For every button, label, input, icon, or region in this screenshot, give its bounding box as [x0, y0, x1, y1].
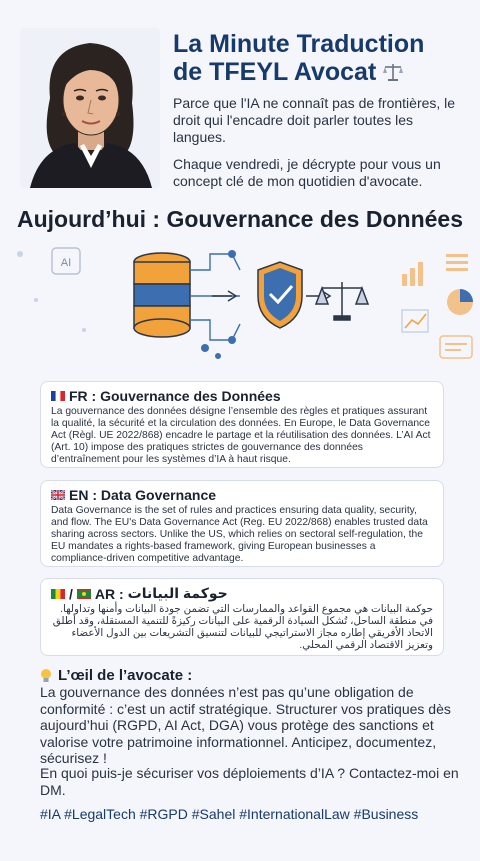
justice-scales-icon — [316, 282, 368, 320]
card-ar-label: AR : — [94, 585, 124, 602]
page-title — [173, 30, 473, 86]
card-en-title-row — [51, 487, 433, 503]
card-en-text: Data Governance is the set of rules and practices ensuring data quality, security, and flow. The EU's Data Governance Act (Reg. EU 2022/868) enables trusted data sharing across sectors. Unlike the US, which relies on sectoral self-regulation, the EU mandates a rights-based framework, giving European businesses a compliance-driven competitive advantage. — [51, 505, 428, 564]
svg-text:AI: AI — [60, 257, 72, 269]
data-governance-illustration — [0, 240, 480, 370]
intro-paragraph-2: Chaque vendredi, je décrypte pour vous un concept clé de mon quotidien d'avocate. — [173, 156, 441, 189]
title-line-2-row — [173, 58, 473, 86]
lawyer-insight — [40, 667, 460, 767]
topic-headline: Aujourd’hui : Gouvernance des Données — [16, 206, 463, 232]
line-chart-icon — [402, 310, 428, 332]
bar-chart-icon — [402, 262, 423, 286]
scales-icon — [382, 62, 404, 82]
intro — [173, 95, 468, 200]
insight-title: L’œil de l’avocate : — [58, 667, 193, 684]
card-ar-text: حوكمة البيانات هي مجموع القواعد والممارسات التي تضمن جودة البيانات وأمنها وتداولها. في منطقة الساحل، تُشكل السيادة الرقمية على البيانات ركيزةً للتنمية المستقلة، وقد أطلق الاتحاد الأفريقي إطاره مجاز الاستراتيجي للبيانات لتنسيق التشريعات بين الدول الأعضاء وتعزيز الاقتصاد الرقمي المحلي. — [52, 604, 433, 651]
senegal-flag-icon — [51, 589, 65, 599]
intro-paragraph-1: Parce que l'IA ne connaît pas de frontières, le droit qui l'encadre doit parler toutes les langues. — [173, 95, 456, 145]
flag-separator: / — [69, 585, 73, 602]
uk-flag-icon — [51, 490, 65, 500]
card-ar-title: حوكمة البيانات — [127, 585, 228, 601]
card-en-title: EN : Data Governance — [69, 487, 217, 503]
database-icon — [134, 253, 190, 337]
lawyer-portrait — [20, 28, 160, 188]
mauritania-flag-icon — [77, 589, 91, 599]
insight-title-row — [40, 667, 460, 684]
france-flag-icon — [51, 391, 65, 401]
title-line-2: de TFEYL Avocat — [173, 58, 377, 86]
list-icon — [446, 254, 468, 271]
card-fr-title: FR : Gouvernance des Données — [69, 388, 281, 404]
shield-check-icon — [258, 262, 302, 328]
hashtags[interactable]: #IA #LegalTech #RGPD #Sahel #InternationalLaw #Business — [40, 806, 419, 822]
card-ar-title-row — [51, 585, 433, 602]
card-fr-text: La gouvernance des données désigne l’ensemble des règles et pratiques assurant la qualité, la sécurité et la circulation des données. En Europe, le Data Governance Act (Règl. UE 2022/868) encadre le partage et la réutilisation des données. L’AI Act (Art. 10) impose des pratiques strictes de gouvernance des données d’entraînement pour les systèmes d’IA à haut risque. — [51, 406, 431, 465]
card-fr-title-row — [51, 388, 433, 404]
lightbulb-icon — [40, 668, 52, 684]
insight-text: La gouvernance des données n’est pas qu’une obligation de conformité : c’est un actif stratégique. Structurer vos pratiques dès aujourd’hui (RGPD, AI Act, DGA) vous protège des sanctions et valorise votre patrimoine informationnel. Anticipez, documentez, sécurisez ! — [40, 684, 451, 766]
header — [0, 0, 480, 200]
pie-chart-icon — [447, 289, 473, 315]
title-line-1: La Minute Traduction — [173, 30, 425, 58]
card-en — [40, 480, 444, 567]
card-fr — [40, 381, 444, 468]
card-ar — [40, 578, 444, 656]
call-to-action: En quoi puis-je sécuriser vos déploiements d’IA ? Contactez-moi en DM. — [40, 765, 459, 798]
ai-chip-icon — [52, 248, 80, 274]
document-icon — [440, 336, 472, 358]
